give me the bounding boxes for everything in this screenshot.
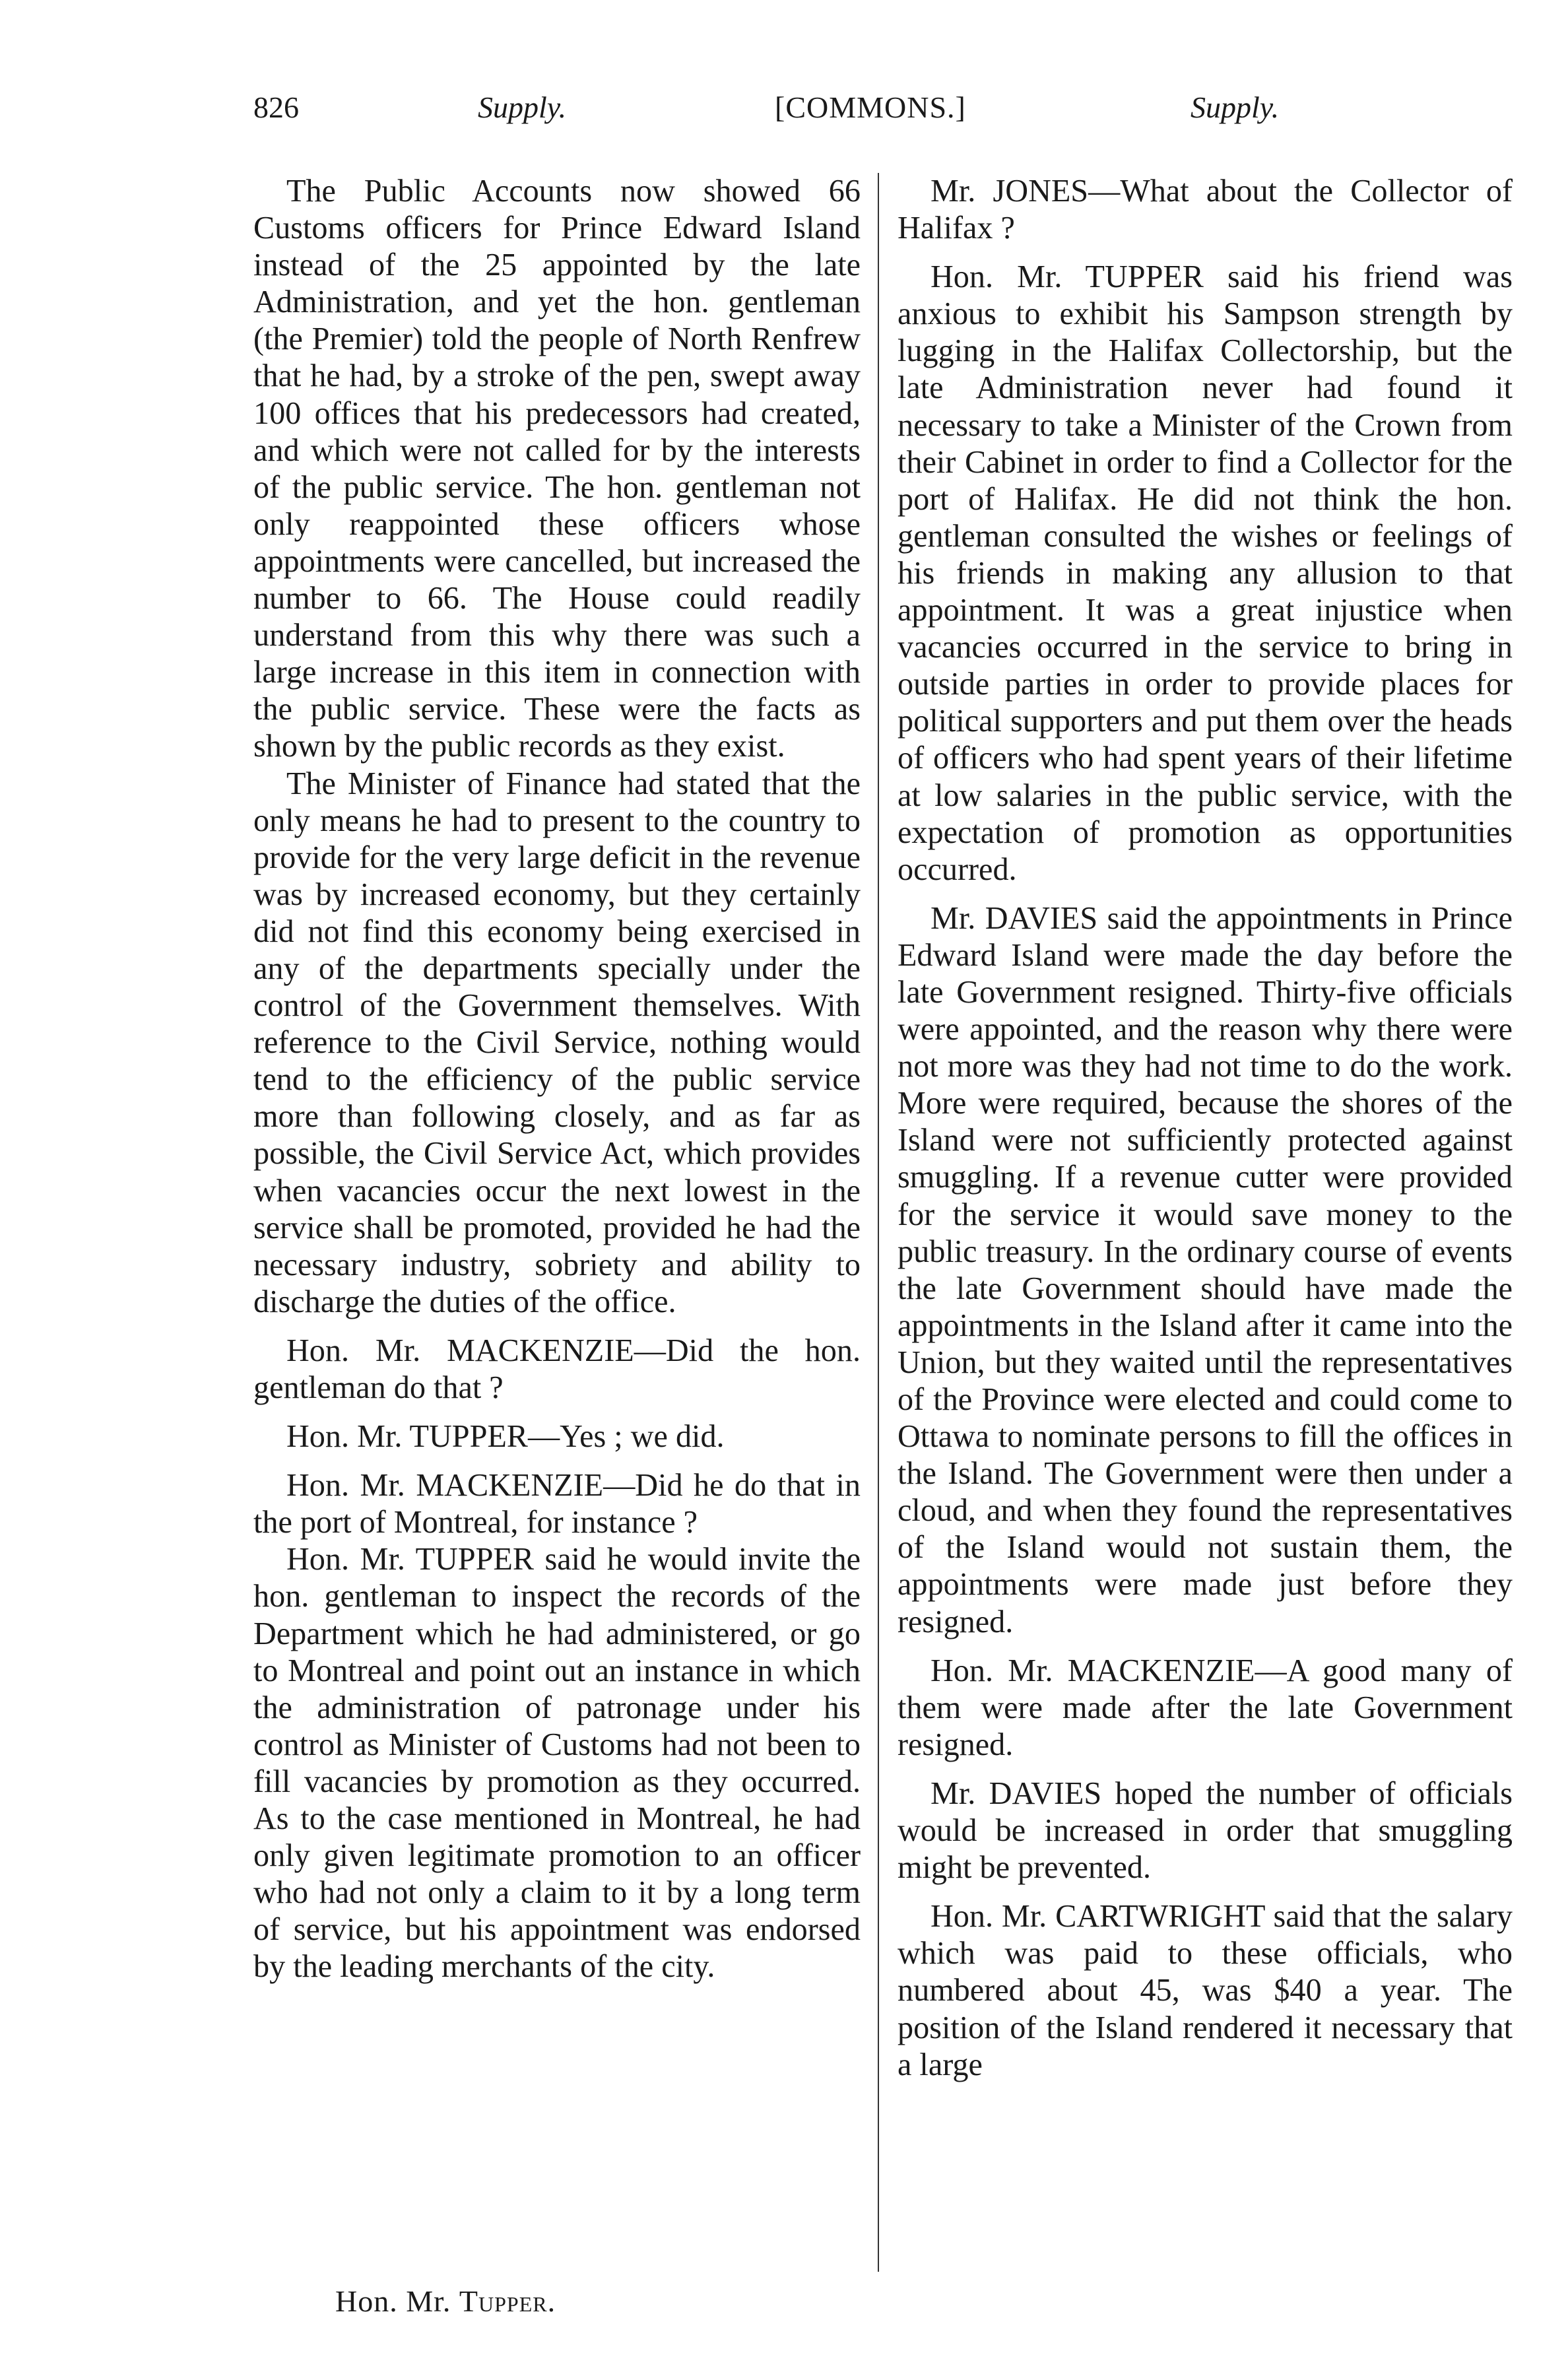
paragraph: Mr. DAVIES said the appointments in Prince Edward Island were made the day before the late Government resigned. Thirty-five officials were appointed, and the reason why there were not more was they had not time to do the work. More were required, because the shores of the Island were not sufficiently protected against smuggling. If a revenue cutter were provided for the service it would save money to the public treasury. In the ordinary course of events the late Government should have made the appointments in the Island after it came into the Union, but they waited until the representatives of the Province were elected and could come to Ottawa to nominate persons to fill the offices in the Island. The Government were then under a cloud, and when they found the representatives of the Island would not sustain them, the appointments were made just before they resigned. [898,900,1513,1639]
running-title-right: Supply. [1191,90,1280,124]
paragraph: Hon. Mr. CARTWRIGHT said that the salary which was paid to these officials, who numbered about 45, was $40 a year. The position of the Island rendered it necessary that a large [898,1899,1513,2082]
paragraph: Hon. Mr. TUPPER said he would invite the hon. gentleman to inspect the records of the Department which he had administered, or go to Montreal and point out an instance in which the administration of patronage under his control as Minister of Customs had not been to fill vacancies by promotion as they occurred. As to the case mentioned in Montreal, he had only given legitimate promotion to an officer who had not only a claim to it by a long term of service, but his appointment was endorsed by the leading merchants of the city. [253,1542,861,1985]
paragraph: Mr. JONES—What about the Collector of Halifax ? [898,174,1513,246]
paragraph: Mr. DAVIES hoped the number of officials would be increased in order that smuggling might be prevented. [898,1775,1513,1886]
left-column [253,173,861,1986]
running-title-left: Supply. [478,90,567,124]
column-divider [878,173,879,2272]
paragraph: Hon. Mr. MACKENZIE—A good many of them were made after the late Government resigned. [898,1653,1513,1762]
paragraph: Hon. Mr. TUPPER said his friend was anxious to exhibit his Sampson strength by lugging in the Halifax Collectorship, but the late Administration never had found it necessary to take a Minister of the Crown from their Cabinet in order to find a Collector for the port of Halifax. He did not think the hon. gentleman consulted the wishes or feelings of his friends in making any allusion to that appointment. It was a great injustice when vacancies occurred in the service to bring in outside parties in order to provide places for political supporters and put them over the heads of officers who had spent years of their lifetime at low salaries in the public service, with the expectation of promotion as opportunities occurred. [898,259,1513,887]
footer-prefix: Hon. Mr. [335,2284,451,2318]
paragraph: Hon. Mr. MACKENZIE—Did the hon. gentleman do that ? [253,1333,861,1405]
page-header [253,90,1316,143]
chamber-title: [COMMONS.] [775,90,966,124]
footer-speaker: Tupper. [459,2284,556,2318]
page-footer [335,2284,556,2319]
paragraph: Hon. Mr. TUPPER—Yes ; we did. [286,1419,725,1455]
paragraph: Hon. Mr. MACKENZIE—Did he do that in the port of Montreal, for instance ? [253,1468,861,1540]
right-column [898,173,1513,2084]
paragraph: The Minister of Finance had stated that the only means he had to present to the country to provide for the very large deficit in the revenue was by increased economy, but they certainly did not find this economy being exercised in any of the departments specially under the control of the Government themselves. With reference to the Civil Service, nothing would tend to the efficiency of the public service more than following closely, and as far as possible, the Civil Service Act, which provides when vacancies occur the next lowest in the service shall be promoted, provided he had the necessary industry, sobriety and ability to discharge the duties of the office. [253,766,861,1319]
paragraph: The Public Accounts now showed 66 Customs officers for Prince Edward Island instead of the 25 appointed by the late Administration, and yet the hon. gentleman (the Premier) told the people of North Renfrew that he had, by a stroke of the pen, swept away 100 offices that his predecessors had created, and which were not called for by the interests of the public service. The hon. gentleman not only reappointed these officers whose appointments were cancelled, but increased the number to 66. The House could readily understand from this why there was such a large increase in this item in connection with the public service. These were the facts as shown by the public records as they exist. [253,174,861,764]
page-number: 826 [253,90,299,124]
